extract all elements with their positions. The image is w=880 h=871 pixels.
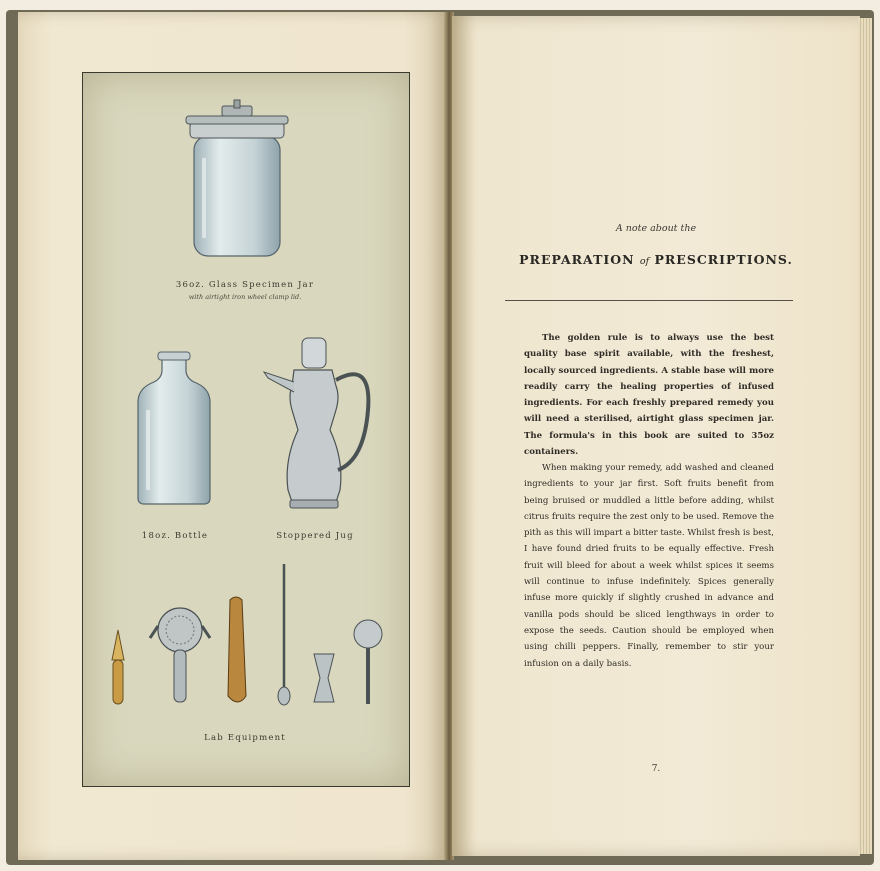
glass-bottle-illustration [132,350,216,510]
glass-specimen-jar-illustration [182,98,292,260]
paragraph-making-remedy: When making your remedy, add washed and cleaned ingredients to your jar first. Soft fruits benefit from being bruised or muddled a little before adding, whilst citrus fruits require the zest only to be used. Remove the pith as this will impart a bitter taste. Whilst fresh is best, I have found dried fruits to be equally effective. Fresh fruit will bleed for about a week whilst spices it seems will continue to infuse indefinitely. Spices generally infuse more quickly if slightly crushed in advance and vanilla pods should be sliced lengthways in order to expose the seeds. Caution should be employed when using chilli peppers. Finally, remember to stir your infusion on a daily basis. [524,463,774,669]
chapter-title [452,252,860,267]
title-part-b: PRESCRIPTIONS. [654,252,793,267]
chapter-kicker: A note about the [615,223,697,234]
title-divider [505,300,793,301]
jar-label: 36oz. Glass Specimen Jar [175,280,315,290]
jug-label: Stoppered Jug [276,531,354,541]
bottle-label: 18oz. Bottle [141,531,209,541]
jar-sub-label: with airtight iron wheel clamp lid. [188,293,302,301]
title-of: of [639,256,650,267]
stoppered-jug-illustration [260,330,376,514]
paragraph-golden-rule: The golden rule is to always use the best quality base spirit available, with the freshest, locally sourced ingredients. A stable base will more readily carry the healing properties of infused ingredients. For each freshly prepared remedy you will need a sterilised, airtight glass specimen jar. The formula's in this book are suited to 35oz containers. [524,333,774,458]
page-number: 7. [651,764,661,774]
equipment-label: Lab Equipment [204,733,286,743]
lab-equipment-illustration [102,560,392,712]
citrus-reamer-icon [112,630,124,660]
title-part-a: PREPARATION [519,252,635,267]
page-edges [858,18,872,854]
